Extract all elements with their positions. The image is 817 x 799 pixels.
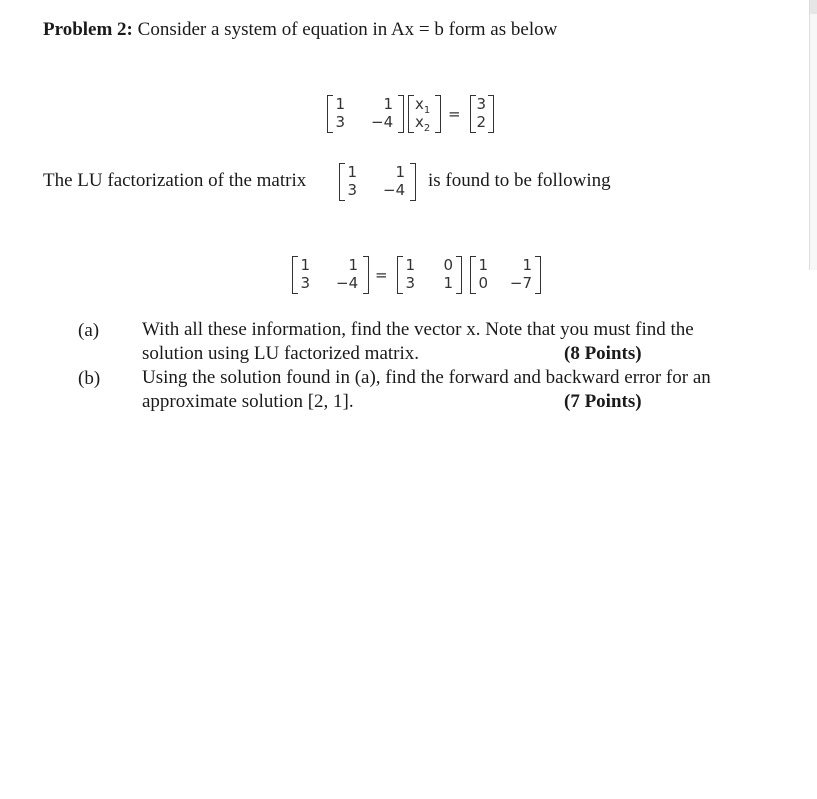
vector-entry: 3	[476, 95, 486, 113]
question-b-line2: approximate solution [2, 1].	[142, 391, 354, 412]
question-b-points: (7 Points)	[564, 391, 642, 412]
vector-entry-x2: $x_2$	[415, 113, 431, 134]
question-b-label: (b)	[78, 368, 101, 389]
question-b-line1: Using the solution found in (a), find the forward and backward error for an	[142, 367, 711, 388]
problem-heading	[43, 19, 557, 41]
question-a-label: (a)	[78, 320, 100, 341]
factor-matrix-u	[470, 256, 541, 294]
matrix-cell: 3	[347, 181, 357, 199]
right-scrollbar[interactable]	[809, 0, 817, 270]
matrix-cell: 3	[300, 274, 310, 292]
vector-entry: 2	[476, 113, 486, 131]
matrix-cell: 3	[335, 113, 345, 131]
matrix-cell: −4	[371, 113, 394, 131]
question-a-line1: With all these information, find the vector x. Note that you must find the	[142, 319, 694, 340]
matrix-cell: 0	[478, 274, 488, 292]
equals-sign: =	[448, 105, 461, 123]
system-matrix-a	[327, 95, 404, 133]
lu-sentence-end: is found to be following	[428, 170, 611, 191]
matrix-cell: 1	[300, 256, 310, 274]
problem-statement: Consider a system of equation in Ax = b form as below	[137, 19, 558, 40]
matrix-cell: 1	[443, 274, 453, 292]
system-vector-x	[408, 95, 441, 133]
lu-sentence-matrix	[339, 163, 416, 201]
matrix-cell: −7	[509, 274, 532, 292]
matrix-cell: 1	[348, 256, 358, 274]
matrix-cell: −4	[336, 274, 359, 292]
matrix-cell: 1	[335, 95, 345, 113]
vector-entry-x1: $x_1$	[415, 95, 431, 116]
factor-matrix-a	[292, 256, 369, 294]
equals-sign: =	[375, 266, 388, 284]
matrix-cell: 1	[405, 256, 415, 274]
matrix-cell: 1	[347, 163, 357, 181]
system-vector-b	[470, 95, 494, 133]
question-a-points: (8 Points)	[564, 343, 642, 364]
problem-label: Problem 2:	[43, 19, 133, 40]
matrix-cell: 1	[478, 256, 488, 274]
matrix-cell: 3	[405, 274, 415, 292]
lu-sentence-start: The LU factorization of the matrix	[43, 170, 307, 191]
factor-matrix-l	[397, 256, 462, 294]
matrix-cell: 1	[383, 95, 393, 113]
question-a-line2: solution using LU factorized matrix.	[142, 343, 420, 364]
matrix-cell: 1	[522, 256, 532, 274]
scrollbar-thumb[interactable]	[810, 0, 817, 14]
matrix-cell: −4	[383, 181, 406, 199]
matrix-cell: 0	[443, 256, 453, 274]
matrix-cell: 1	[395, 163, 405, 181]
